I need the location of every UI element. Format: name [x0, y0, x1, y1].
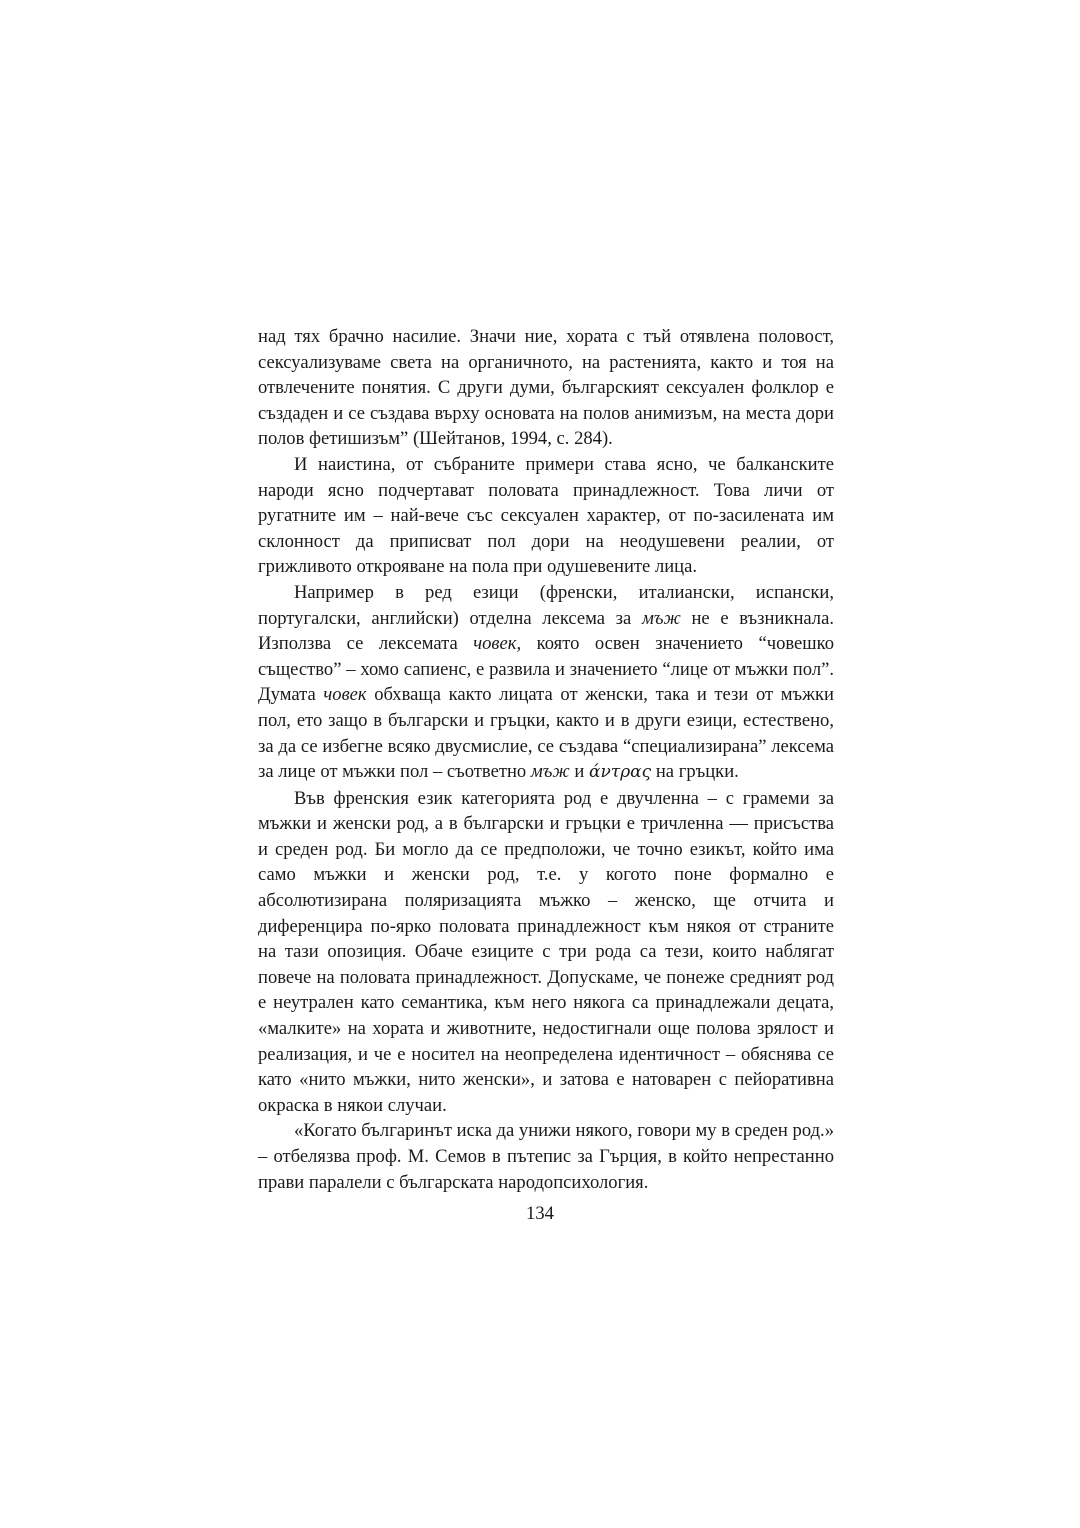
italic-term: άντρας: [588, 762, 652, 783]
body-text: [258, 324, 834, 1195]
text-run: на гръцки.: [651, 761, 739, 783]
page-number: 134: [526, 1203, 554, 1224]
text-run: «Когато българинът иска да унижи някого, говори му в среден род.» – отбелязва проф. М. Семов в пътепис за Гърция, в който непрестанно прави паралели с българската народопсихология.: [258, 1120, 834, 1193]
italic-term: мъж: [641, 607, 681, 629]
paragraph-1: [258, 452, 834, 580]
paragraph-0: [258, 324, 834, 452]
text-run: над тях брачно насилие. Значи ние, хората с тъй отявлена половост, сексуализуваме света на органичното, на растенията, както и тоя на отвлечените понятия. С други думи, българският сексуален фолклор е създаден и се създава върху основата на полов анимизъм, на места дори полов фетишизъм” (Шейтанов, 1994, с. 284).: [258, 326, 834, 450]
italic-term: мъж: [530, 761, 570, 783]
text-run: И наистина, от събраните примери става ясно, че балканските народи ясно подчертават половата принадлежност. Това личи от ругатните им – най-вече със сексуален характер, от по-засилената им склонност да приписват пол дори на неодушевени реалии, от грижливото открояване на пола при одушевените лица.: [258, 453, 834, 578]
text-run: Например в ред езици (френски, италиански, испански, португалски, английски) отделна лексема за: [258, 581, 834, 629]
paragraph-4: [258, 1118, 834, 1195]
text-run: която освен значението “човешко същество” – хомо сапиенс, е развила и значението “лице от мъжки пол”. Думата: [258, 633, 835, 706]
text-run: обхваща както лицата от женски, така и тези от мъжки пол, ето защо в български и гръцки, както и в други езици, естествено, за да се избегне всяко двусмислие, се създава “специализирана” лексема за лице от мъжки пол – съответно: [258, 684, 835, 783]
text-run: и: [569, 761, 589, 783]
text-run: Във френския език категорията род е двучленна – с грамеми за мъжки и женски род, а в български и гръцки е тричленна — присъства и среден род. Би могло да се предположи, че точно езикът, който има само мъжки и женски род, т.е. у когото поне формално е абсолютизирана поляризацията мъжко – женско, ще отчита и диференцира по-ярко половата принадлежност към някоя от страните на тази опозиция. Обаче езиците с три рода са тези, които наблягат повече на половата принадлежност. Допускаме, че понеже средният род е неутрален като семантика, към него някога са принадлежали децата, «малките» на хората и животните, недостигнали още полова зрялост и реализация, и че е носител на неопределена идентичност – обяснява се като «нито мъжки, нито женски», и затова е натоварен с пейоративна окраска в някои случаи.: [258, 787, 834, 1116]
paragraph-3: [258, 786, 834, 1119]
italic-term: човек,: [473, 633, 522, 655]
paragraph-2: [258, 580, 834, 786]
text-run: не е възникнала. Използва се лексемата: [258, 607, 834, 655]
italic-term: човек: [323, 684, 367, 706]
